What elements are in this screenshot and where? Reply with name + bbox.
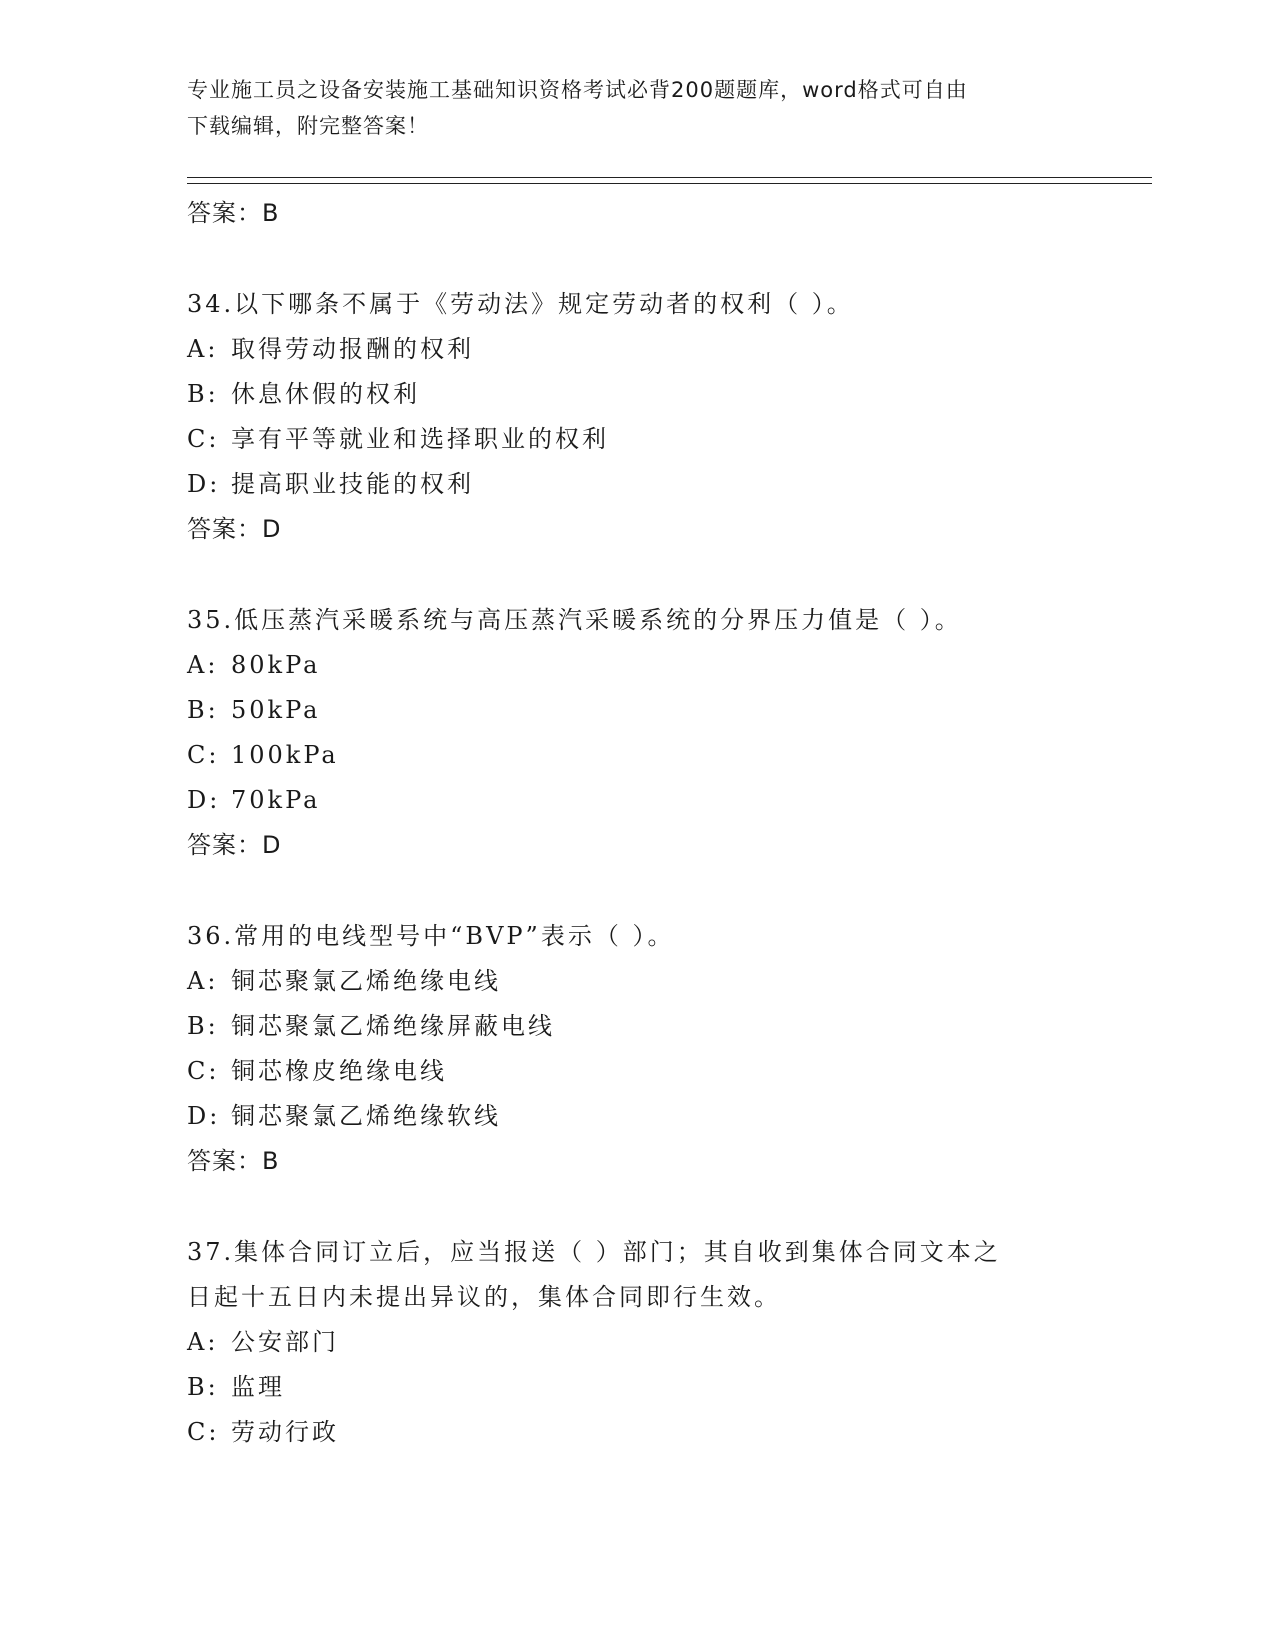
option-text: 铜芯聚氯乙烯绝缘电线	[231, 967, 501, 995]
header-title-line-1: 专业施工员之设备安装施工基础知识资格考试必背200题题库，word格式可自由	[187, 78, 968, 102]
question-text: 36.常用的电线型号中“BVP”表示（ ）。	[187, 922, 675, 950]
option-text: 取得劳动报酬的权利	[231, 335, 474, 363]
option-text: 铜芯聚氯乙烯绝缘软线	[231, 1102, 501, 1130]
option-a	[187, 959, 1067, 1004]
option-label: A:	[187, 1328, 219, 1356]
answer-line: 答案：B	[187, 1147, 280, 1175]
header-title-line-2: 下载编辑，附完整答案！	[187, 114, 429, 138]
question-text-line-1: 37.集体合同订立后，应当报送（ ）部门；其自收到集体合同文本之	[187, 1238, 1001, 1266]
option-a	[187, 1320, 1067, 1365]
option-text: 公安部门	[231, 1328, 339, 1356]
question-list	[187, 191, 1067, 1455]
answer-line: 答案：B	[187, 199, 280, 227]
option-d	[187, 462, 1067, 507]
answer-line: 答案：D	[187, 831, 282, 859]
option-label: D:	[187, 786, 221, 814]
option-label: C:	[187, 741, 220, 769]
question-block	[187, 1230, 1067, 1455]
option-label: C:	[187, 1418, 220, 1446]
option-text: 监理	[231, 1373, 285, 1401]
header-divider	[187, 177, 1152, 184]
option-text: 铜芯聚氯乙烯绝缘屏蔽电线	[231, 1012, 555, 1040]
option-text: 100kPa	[231, 741, 339, 769]
option-a	[187, 643, 1067, 688]
option-label: A:	[187, 651, 219, 679]
option-a	[187, 327, 1067, 372]
option-text: 80kPa	[231, 651, 321, 679]
option-b	[187, 372, 1067, 417]
option-d	[187, 1094, 1067, 1139]
question-text: 35.低压蒸汽采暖系统与高压蒸汽采暖系统的分界压力值是（ ）。	[187, 606, 962, 634]
option-label: B:	[187, 1373, 219, 1401]
option-label: B:	[187, 380, 219, 408]
option-text: 70kPa	[231, 786, 321, 814]
option-b	[187, 1004, 1067, 1049]
option-b	[187, 688, 1067, 733]
option-text: 劳动行政	[231, 1418, 339, 1446]
option-b	[187, 1365, 1067, 1410]
answer-line: 答案：D	[187, 515, 282, 543]
option-label: B:	[187, 1012, 219, 1040]
question-block	[187, 598, 1067, 868]
option-label: C:	[187, 425, 220, 453]
option-label: B:	[187, 696, 219, 724]
option-c	[187, 417, 1067, 462]
option-d	[187, 778, 1067, 823]
option-c	[187, 733, 1067, 778]
option-text: 提高职业技能的权利	[231, 470, 474, 498]
question-text: 34.以下哪条不属于《劳动法》规定劳动者的权利（ ）。	[187, 290, 854, 318]
question-block	[187, 914, 1067, 1184]
option-label: A:	[187, 967, 219, 995]
option-c	[187, 1410, 1067, 1455]
question-text-line-2: 日起十五日内未提出异议的，集体合同即行生效。	[187, 1283, 781, 1311]
option-text: 享有平等就业和选择职业的权利	[231, 425, 609, 453]
option-text: 休息休假的权利	[231, 380, 420, 408]
option-label: D:	[187, 470, 221, 498]
option-c	[187, 1049, 1067, 1094]
page-header	[187, 72, 1067, 144]
option-label: A:	[187, 335, 219, 363]
question-block	[187, 282, 1067, 552]
option-label: C:	[187, 1057, 220, 1085]
option-text: 铜芯橡皮绝缘电线	[231, 1057, 447, 1085]
option-label: D:	[187, 1102, 221, 1130]
option-text: 50kPa	[231, 696, 321, 724]
